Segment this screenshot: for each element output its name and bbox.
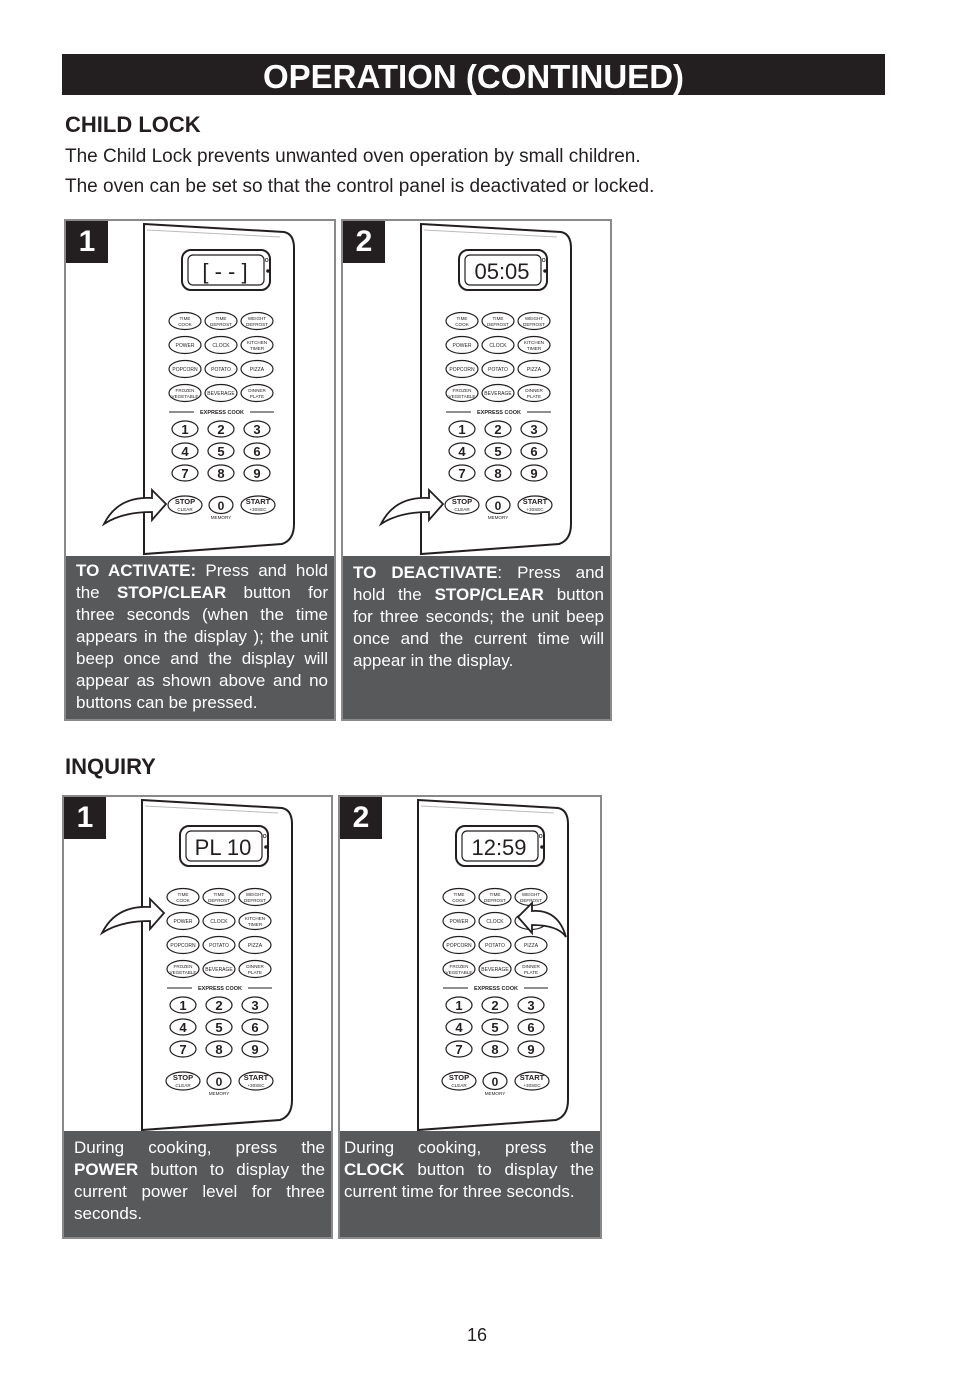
key-label: CLOCK: [210, 919, 228, 925]
key-label: DEFROST: [210, 322, 232, 327]
memory-label: MEMORY: [208, 1091, 230, 1096]
key-label: BEVERAGE: [205, 967, 233, 973]
digit-label: 3: [527, 998, 535, 1013]
key-label: VEGETABLE: [171, 394, 199, 399]
key-label: FROZEN: [173, 964, 193, 969]
key-label: POWER: [175, 343, 195, 349]
digit-label: 7: [181, 466, 189, 481]
key-label: POWER: [173, 919, 193, 925]
digit-label: 8: [491, 1042, 499, 1057]
display-readout: PL 10: [194, 835, 252, 860]
digit-label: 3: [253, 422, 261, 437]
zero-label: 0: [494, 499, 502, 513]
display-readout: 05:05: [474, 259, 530, 284]
zero-label: 0: [491, 1075, 499, 1089]
digit-label: 2: [491, 998, 499, 1013]
control-panel-illustration: [66, 221, 336, 561]
key-label: POWER: [452, 343, 472, 349]
digit-label: 5: [215, 1020, 223, 1035]
display-readout: [ - - ]: [202, 259, 248, 284]
inquiry-heading: INQUIRY: [65, 754, 156, 779]
key-label: KITCHEN: [523, 340, 545, 345]
key-label: COOK: [455, 322, 469, 327]
key-label: DINNER: [246, 964, 264, 969]
start-sub-label: +30SEC: [247, 1083, 265, 1088]
clear-label: CLEAR: [175, 1083, 191, 1088]
key-label: FROZEN: [449, 964, 469, 969]
key-label: PLATE: [523, 970, 539, 975]
inquiry-clock-caption: [340, 1131, 600, 1237]
key-label: FROZEN: [452, 388, 472, 393]
digit-label: 4: [455, 1020, 463, 1035]
digit-label: 2: [494, 422, 502, 437]
digit-label: 2: [217, 422, 225, 437]
digit-label: 5: [217, 444, 225, 459]
express-cook-label: EXPRESS COOK: [199, 410, 245, 416]
digit-label: 8: [494, 466, 502, 481]
key-label: POTATO: [209, 943, 229, 949]
oz-indicator: Oz: [541, 258, 549, 264]
step-number: 2: [343, 221, 385, 263]
start-sub-label: +30SEC: [249, 507, 267, 512]
key-label: WEIGHT: [524, 316, 544, 321]
memory-label: MEMORY: [210, 515, 232, 520]
key-label: POPCORN: [446, 943, 472, 949]
control-panel-illustration: [343, 221, 612, 561]
child-lock-deactivate-caption: [343, 556, 610, 719]
caption-text: Press and hold the: [76, 561, 328, 602]
key-label: TIME: [453, 892, 465, 897]
inquiry-step1-panel: [62, 795, 333, 1239]
key-label: TIME: [179, 316, 191, 321]
key-label: TIME: [456, 316, 468, 321]
key-label: DINNER: [248, 388, 266, 393]
digit-label: 6: [530, 444, 538, 459]
digit-label: 8: [217, 466, 225, 481]
start-sub-label: +30SEC: [526, 507, 544, 512]
digit-label: 4: [458, 444, 466, 459]
page-banner: OPERATION (CONTINUED): [62, 54, 885, 95]
digit-label: 5: [491, 1020, 499, 1035]
key-label: COOK: [176, 898, 190, 903]
key-label: VEGETABLE: [445, 970, 473, 975]
key-label: KITCHEN: [246, 340, 268, 345]
key-label: TIME: [177, 892, 189, 897]
key-label: TIME: [489, 892, 501, 897]
clear-label: CLEAR: [451, 1083, 467, 1088]
digit-label: 6: [251, 1020, 259, 1035]
digit-label: 6: [253, 444, 261, 459]
digit-label: 9: [527, 1042, 535, 1057]
digit-label: 1: [181, 422, 189, 437]
caption-text: During cooking, press the: [74, 1138, 325, 1157]
digit-label: 1: [458, 422, 466, 437]
express-cook-label: EXPRESS COOK: [476, 410, 522, 416]
start-label: START: [245, 497, 271, 506]
key-label: POWER: [449, 919, 469, 925]
digit-label: 3: [530, 422, 538, 437]
key-label: WEIGHT: [521, 892, 541, 897]
key-label: PLATE: [526, 394, 542, 399]
caption-label: TO ACTIVATE:: [76, 561, 197, 580]
key-label: PIZZA: [249, 367, 265, 373]
key-label: TIMER: [247, 922, 263, 927]
key-label: TIME: [492, 316, 504, 321]
key-label: DEFROST: [523, 322, 545, 327]
page-number: 16: [466, 1325, 488, 1345]
key-label: TIME: [213, 892, 225, 897]
digit-label: 1: [455, 998, 463, 1013]
caption-text: button for three seconds (when the time appears in the display ); the unit beep once and the display will appear as shown above and no buttons can be pressed.: [76, 583, 328, 712]
oz-indicator: Oz: [538, 834, 546, 840]
memory-label: MEMORY: [484, 1091, 506, 1096]
child-lock-heading: CHILD LOCK: [65, 112, 201, 137]
oz-indicator: Oz: [264, 258, 272, 264]
caption-key: STOP/CLEAR: [434, 585, 544, 604]
key-label: PIZZA: [523, 943, 539, 949]
key-label: POPCORN: [170, 943, 196, 949]
key-label: POTATO: [485, 943, 505, 949]
key-label: DEFROST: [520, 898, 542, 903]
zero-label: 0: [217, 499, 225, 513]
caption-text: During cooking, press the: [344, 1138, 594, 1157]
digit-label: 7: [455, 1042, 463, 1057]
child-lock-activate-caption: [66, 556, 334, 719]
oz-indicator: Oz: [262, 834, 270, 840]
start-sub-label: +30SEC: [523, 1083, 541, 1088]
key-label: DINNER: [525, 388, 543, 393]
digit-label: 1: [179, 998, 187, 1013]
key-label: POTATO: [211, 367, 231, 373]
stop-label: STOP: [174, 497, 196, 506]
key-label: BEVERAGE: [481, 967, 509, 973]
stop-label: STOP: [172, 1073, 194, 1082]
caption-key: CLOCK: [344, 1160, 405, 1179]
digit-label: 8: [215, 1042, 223, 1057]
start-label: START: [243, 1073, 269, 1082]
digit-label: 5: [494, 444, 502, 459]
key-label: WEIGHT: [245, 892, 265, 897]
caption-text: button for three seconds; the unit beep once and the current time will appear in the display.: [353, 585, 604, 670]
key-label: BEVERAGE: [207, 391, 235, 397]
caption-text: button to display the current time for three seconds.: [344, 1160, 594, 1201]
key-label: DEFROST: [487, 322, 509, 327]
key-label: PIZZA: [526, 367, 542, 373]
key-label: FROZEN: [175, 388, 195, 393]
stop-label: STOP: [448, 1073, 470, 1082]
clear-label: CLEAR: [454, 507, 470, 512]
digit-label: 3: [251, 998, 259, 1013]
digit-label: 7: [179, 1042, 187, 1057]
child-lock-intro-line2: The oven can be set so that the control panel is deactivated or locked.: [65, 176, 655, 197]
key-label: PLATE: [247, 970, 263, 975]
digit-label: 9: [530, 466, 538, 481]
express-cook-label: EXPRESS COOK: [197, 986, 243, 992]
zero-label: 0: [215, 1075, 223, 1089]
digit-label: 4: [179, 1020, 187, 1035]
step-number: 2: [340, 797, 382, 839]
caption-key: POWER: [74, 1160, 139, 1179]
inquiry-power-caption: [64, 1131, 331, 1237]
key-label: CLOCK: [486, 919, 504, 925]
key-label: CLOCK: [489, 343, 507, 349]
child-lock-step1-panel: [64, 219, 336, 721]
key-label: VEGETABLE: [448, 394, 476, 399]
key-label: DINNER: [522, 964, 540, 969]
key-label: DEFROST: [244, 898, 266, 903]
digit-label: 7: [458, 466, 466, 481]
key-label: DEFROST: [484, 898, 506, 903]
key-label: CLOCK: [212, 343, 230, 349]
memory-label: MEMORY: [487, 515, 509, 520]
key-label: WEIGHT: [247, 316, 267, 321]
digit-label: 6: [527, 1020, 535, 1035]
key-label: POPCORN: [449, 367, 475, 373]
digit-label: 9: [251, 1042, 259, 1057]
key-label: BEVERAGE: [484, 391, 512, 397]
key-label: TIMER: [526, 346, 542, 351]
key-label: POTATO: [488, 367, 508, 373]
key-label: COOK: [178, 322, 192, 327]
child-lock-intro-line1: The Child Lock prevents unwanted oven operation by small children.: [65, 146, 641, 167]
control-panel-illustration: [340, 797, 602, 1137]
key-label: PLATE: [249, 394, 265, 399]
start-label: START: [522, 497, 548, 506]
control-panel-illustration: [64, 797, 333, 1137]
caption-text: button to display the current power level for three seconds.: [74, 1160, 325, 1223]
caption-text: : Press and hold the: [353, 563, 604, 604]
key-label: KITCHEN: [244, 916, 266, 921]
key-label: POPCORN: [172, 367, 198, 373]
step-number: 1: [66, 221, 108, 263]
key-label: VEGETABLE: [169, 970, 197, 975]
digit-label: 2: [215, 998, 223, 1013]
start-label: START: [519, 1073, 545, 1082]
display-readout: 12:59: [471, 835, 527, 860]
step-number: 1: [64, 797, 106, 839]
key-label: TIME: [215, 316, 227, 321]
digit-label: 4: [181, 444, 189, 459]
stop-label: STOP: [451, 497, 473, 506]
digit-label: 9: [253, 466, 261, 481]
key-label: PIZZA: [247, 943, 263, 949]
caption-key: STOP/CLEAR: [116, 583, 227, 602]
caption-label: TO DEACTIVATE: [353, 563, 498, 582]
inquiry-step2-panel: [338, 795, 602, 1239]
child-lock-step2-panel: [341, 219, 612, 721]
key-label: DEFROST: [208, 898, 230, 903]
key-label: DEFROST: [246, 322, 268, 327]
express-cook-label: EXPRESS COOK: [473, 986, 519, 992]
key-label: TIMER: [249, 346, 265, 351]
key-label: COOK: [452, 898, 466, 903]
clear-label: CLEAR: [177, 507, 193, 512]
